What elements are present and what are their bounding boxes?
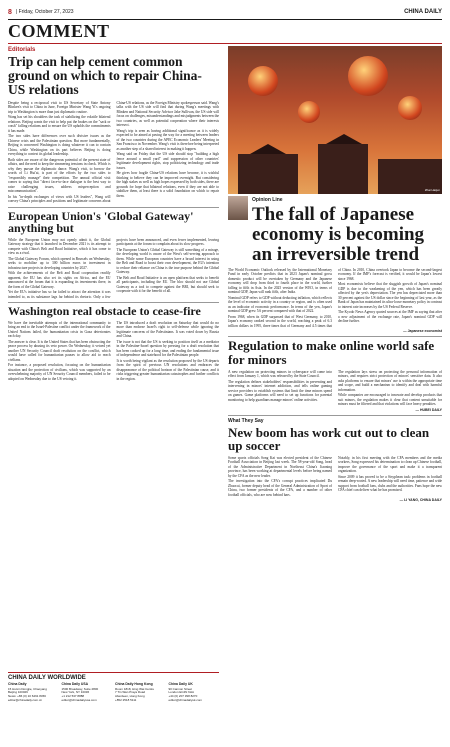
contact-line: +1 212 537 8888 (61, 694, 85, 699)
contact-line: 15 Huixin Dongjie, Chaoyang (8, 686, 47, 691)
paragraph: We have the inevitable attempts of the international community to bring an end to the Israel-Palestine conflict under the framework of the United Nations failed, the humanitarian crisis in Gaza deteriorates each day. (8, 320, 111, 339)
section-rule (8, 43, 442, 44)
paragraph: With the achievements of the Belt and Road cooperation readily apparent, the EU has also set its sights on Africa, and the EU announced at the forum that it is expanding its investments there, in the form of the Global Gateway. (8, 271, 111, 289)
editorial-3-body (8, 321, 219, 383)
paragraph: The regulation lays stress on protecting the personal information of minors, and requires strict protection of minors' sensitive data. It also asks platforms to ensure that minors' use is within the appropriate time and scope, and build a mechanism to identify and deal with harmful information. (338, 369, 442, 392)
contact-line: +44 (0) 207 398 8270 (168, 694, 198, 699)
paragraph: While companies are encouraged to innovate and develop products that suit minors, the regulation makes it clear that content unsuitable for minors must be filtered and that violations will face heavy penalties. (338, 393, 442, 407)
contact-line: 1500 Broadway, Suite 2800 (61, 686, 99, 691)
contact-line: Beijing 100029 (8, 690, 28, 695)
editorial-1-headline[interactable]: Trip can help cement common ground on which to repair China-US relations (8, 54, 202, 98)
masthead-name: CHINA DAILY (404, 9, 442, 15)
paragraph: The answer is clear. It is the United States that has been obstructing the peace process by abusing its veto power. On Wednesday, it vetoed yet another UN Security Council draft resolution on the conflict, which would have called for humanitarian pauses to allow aid to reach civilians. (8, 339, 111, 362)
editorial-article-3 (8, 305, 219, 382)
paragraph: From 1968, when its GDP surpassed that of West Germany, to 2010, Japan's economy ranked second in the world, reaching a peak of 6.3 trillion dollars in 1995, three times that of Germany and 4.5 times that of China. In 2010, China overtook Japan to become the second-largest economy. If the IMF's forecast is verified, it would be Japan's lowest since 1968. (228, 267, 442, 328)
contact-column (62, 683, 113, 703)
paragraph: Nominal GDP refers to GDP without deducting inflation, which reflects the level of economic activity in a country or region, and is often used as an indicator of economic performance. In terms of the yen, Japan's nominal GDP grew 5.6 percent compared with that of 2022. (228, 295, 332, 314)
what-they-say-label: What They Say (228, 417, 264, 424)
contact-heading: China Daily UK (168, 682, 193, 686)
roof-shape (250, 144, 286, 154)
photo-credit: Zhai Haijun (424, 188, 440, 192)
lantern-shape (248, 66, 278, 96)
issue-date: | Friday, October 27, 2023 (15, 9, 74, 15)
paragraph: Wang has set his shoulders the task of stabilizing the volatile bilateral relations. Beijing wants the visit to help put the brakes on the "sack or crash" falling relations and to ensure the US upholds the commitments it has made. (8, 115, 111, 133)
paragraph: Yet the EU's initiative has so far failed to attract the attention it was intended to, as its substance lags far behind its rhetoric. Only a few projects have been announced, and even fewer implemented, leaving participants at the forum to complain about its slow progress. (8, 237, 219, 299)
paragraph: Wang said on Friday that the US side should stop "building a high fence around a small yard" and suppression of other countries' legitimate development rights, stop politicizing technology and trade issues. (116, 152, 219, 170)
opinion-column (228, 46, 442, 739)
editorial-2-body (8, 238, 219, 300)
contact-heading: China Daily (8, 682, 27, 686)
contact-line: editor@chinadaily.com.cn (8, 697, 43, 702)
paragraph: Both sides are aware of the dangerous potential of the present state of affairs, and the need to keep the simmering tensions in check. Which is why they pursue the diplomatic dance. Wang's visit, to borrow the words of Li Hui'ai, is part of the efforts by the two sides to "responsibly manage" their competition. The annual official visit comes to saying that "direct face-to-face dialogue is the best way to raise challenging issues, address misperception and miscommunication". (8, 157, 111, 194)
editorial-1-body (8, 101, 219, 204)
avatar (228, 196, 248, 220)
contact-line: editor@chinadailyusa.com (61, 697, 97, 702)
paragraph: Since 2009 it has proved to be a Sisyphean task: problems in football remain deep-rooted. A new leadership will need time, patience and wide support from football fans, clubs and the authorities. Fans hope the new CFA chief can deliver what he has promised. (338, 474, 442, 493)
page-header (8, 5, 442, 19)
paragraph: Most economists believe that the sluggish growth of Japan's nominal GDP is due to the weakening of the yen, which has been greatly affected by the yen's depreciation. The yen has depreciated more than 30 percent against the US dollar since the beginning of last year, as the Bank of Japan has maintained its ultra-loose monetary policy in contrast to interest rate increases by the US Federal Reserve. (338, 282, 442, 309)
paragraph: The European Union's Global Gateway is still something of a mirage, the developing world is aware of the West's self-serving approach to them. While some European countries have a broad interest in using the Belt and Road to boost their own development, the EU's intention to reduce their reliance on China is the true purpose behind the Global Gateway. (116, 247, 219, 275)
worldwide-contact-box (8, 672, 219, 739)
lantern-shape (398, 96, 422, 120)
opinion-signature: — Japanese economist (403, 329, 442, 334)
editorial-2-headline[interactable]: European Union's 'Global Gateway' anything but (8, 208, 194, 236)
house-shape (318, 144, 368, 194)
divider (228, 336, 442, 337)
paragraph: Some sports officials Song Kai was elected president of the Chinese Football Association in Beijing last week. The 58-year-old Song, head of the Administrative Department in Northeast China's Jiaoning province, has been working at departmental levels before being named by the CFA as the new leader. (228, 455, 332, 478)
paragraph: The issue is not that the US is seeking to position itself as a mediator in the Palestine-Israel question by pressing for a draft resolution that has been cooked up for a long time, and ending the fundamental issue of independence and statehood for the Palestinian people. (116, 339, 219, 358)
contact-line: London EC4N 6HA (168, 690, 195, 695)
contact-line: Room 1818, Hing Wai Centre (115, 686, 155, 691)
editorial-3-headline[interactable]: Washington real obstacle to cease-fire (8, 304, 201, 319)
paragraph: A new regulation on protecting minors in cyberspace will come into effect from January 1, which was released by the State Council. (228, 369, 332, 379)
contact-line: New York, NY 10036 (61, 690, 90, 695)
paragraph: The investigation into the CFA's corrupt practices implicated Du Zhaocai, former deputy head of the General Administration of Sport of China, two former presidents of the CFA, and a number of other football officials, who are now behind bars. (228, 479, 332, 497)
contact-line: 7 Tin Wan Praya Road (115, 690, 146, 695)
regulation-headline[interactable]: Regulation to make online world safe for minors (228, 338, 435, 367)
paragraph: It is worth being vigilant as the resolution proposed by the US departs from the spirit of previous UN resolutions and embraces the disappearance of the political horizon of the Palestinian cause, and it risks triggering greater humanitarian catastrophes and further conflicts in the region. (116, 358, 219, 381)
divider (8, 207, 219, 208)
contact-heading: China Daily Hong Kong (115, 682, 153, 686)
paragraph: Despite being a reciprocal visit to US Secretary of State Antony Blinken's visit to China in June, Foreign Minister Wang Yi's ongoing trip to Washington is more than just diplomatic routine. (8, 100, 111, 114)
soccer-body (228, 456, 442, 498)
contact-column (169, 683, 220, 703)
soccer-signature: — LI YANG, CHINA DAILY (399, 498, 442, 503)
contact-heading: China Daily USA (61, 682, 89, 686)
editorial-article-1 (8, 55, 219, 204)
paragraph: The regulation defines stakeholders' responsibilities in preventing and intervening in minors' internet addiction, and tells online gaming service providers to establish systems that limit the time minors spend on games. Game platforms will need to set up functions for parental monitoring to help guardians manage minors' online activities. (228, 379, 332, 402)
divider (8, 302, 219, 303)
regulation-signature: — HUBEI DAILY (415, 407, 442, 412)
paragraph: Notably, in his first meeting with the CFA members and the media workers, Song expressed his determination to clean up Chinese football, improve the governance of the sport and make it a transparent organization. (338, 455, 442, 474)
contact-column (115, 683, 166, 703)
opinion-header (228, 194, 442, 268)
opinion-body (228, 268, 442, 329)
house-shape (238, 154, 298, 194)
paragraph: The Global Gateway Forum, which opened in Brussels on Wednesday, seeks to mobilize up to 300 billion euros in investment in infrastructure projects in developing countries by 2027. (8, 256, 111, 270)
paragraph: The World Economic Outlook released by the International Monetary Fund in early October predicts that in 2023 Japan's nominal gross domestic product will be overtaken by Germany and the Japanese economy will drop from third to fourth place in the world, further falling to fifth in Asia. In the 2025 version of the WEO, in terms of nominal GDP, Japan will rank fifth, after India. (228, 267, 332, 295)
lantern-shape (348, 56, 388, 96)
paragraph: For instance, a proposed resolution, focusing on the humanitarian situation and the protection of civilians, which was supported by an overwhelming majority of UN Security Council members, failed to be adopted on Wednesday due to the US vetoing it. (8, 363, 111, 381)
lantern-shape (298, 101, 320, 123)
contact-columns (8, 683, 219, 703)
editorial-article-2 (8, 210, 219, 300)
roof-shape (326, 134, 362, 144)
worldwide-title: CHINA DAILY WORLDWIDE (8, 675, 86, 681)
paragraph: While the European Union may not openly admit it, the Global Gateway strategy that it launched in December 2021 is its attempt to compete with China's Belt and Road Initiative, which it has come to view as a rival. (8, 237, 111, 256)
paragraph: The US introduced a draft resolution on Saturday that would do no more than endorse Israel's right to self-defense while ignoring the legitimate concerns of the Palestinians. It was voted down by Russia and China. (116, 320, 219, 339)
editorial-column (8, 46, 219, 739)
divider (228, 415, 442, 416)
contact-line: 90 Cannon Street (168, 686, 193, 691)
contact-line: News: +86 (0) 10 6491 8366 (8, 694, 46, 699)
regulation-body (228, 370, 442, 407)
header-rule (8, 19, 442, 20)
contact-column (8, 683, 59, 703)
paragraph: In his "in-depth exchanges of views with US leaders", Wang will convey China's principles and positions and legitimate concerns about China-US relations, as the Foreign Ministry spokesperson said. Wang's talks with the US side will find that during Wang's meetings with Blinken and National Security Advisor Jake Sullivan, the US side will focus on challenges, misunderstandings and misjudgments between the two countries, as well as potential cooperation where their interests intersect. (8, 100, 219, 204)
illustration-image (228, 46, 442, 194)
paragraph: Wang's trip is seen as having additional significance as it is widely expected to be aimed at paving the way for a meeting between leaders of the two countries during the APEC Economic Leaders' Meeting in San Francisco in November. Wang's visit is therefore being interpreted as another step of a shared interest in making it happen. (116, 128, 219, 151)
section-title: COMMENT (8, 21, 110, 41)
page-number: 8 (8, 8, 12, 16)
paragraph: The Belt and Road Initiative is an open platform that seeks to benefit all participants, including the EU. The bloc should not use Global Gateway as a tool to compete against the BRI, but should seek to cooperate with it for the benefit of all. (116, 275, 219, 294)
opinion-headline[interactable]: The fall of Japanese economy is becoming an irreversible trend (252, 204, 425, 265)
contact-line: +852 2518 5111 (115, 697, 137, 702)
paragraph: He gives how fragile China-US relations have become, it is wishful thinking to believe they can be improved overnight. But considering the high stakes as well as high hopes expressed by both sides, there are grounds for hope that bilateral relations, even if they are not able to stabilize them, at least there is a solid foundation on which to repair them. (116, 171, 219, 198)
contact-line: editor@chinadailyuk.com (168, 697, 203, 702)
paragraph: The Kyodo News Agency quoted sources at the IMF as saying that after a new adjustment of the exchange rate, Japan's nominal GDP will decline further. (338, 310, 442, 324)
paragraph: The two sides have differences over such divisive issues as the Chinese crisis and the Palestinian question. But more fundamentally, Beijing is concerned Washington is doing whatever it can to contain China, while Washington on its part believes Beijing is doing everything to contest its global leadership. (8, 134, 111, 157)
contact-line: Aberdeen, Hong Kong (115, 694, 145, 699)
opinion-label: Opinion Line (252, 197, 283, 203)
soccer-headline[interactable]: New boom has work cut out to clean up soccer (228, 424, 430, 454)
editorials-kicker: Editorials (8, 47, 36, 53)
